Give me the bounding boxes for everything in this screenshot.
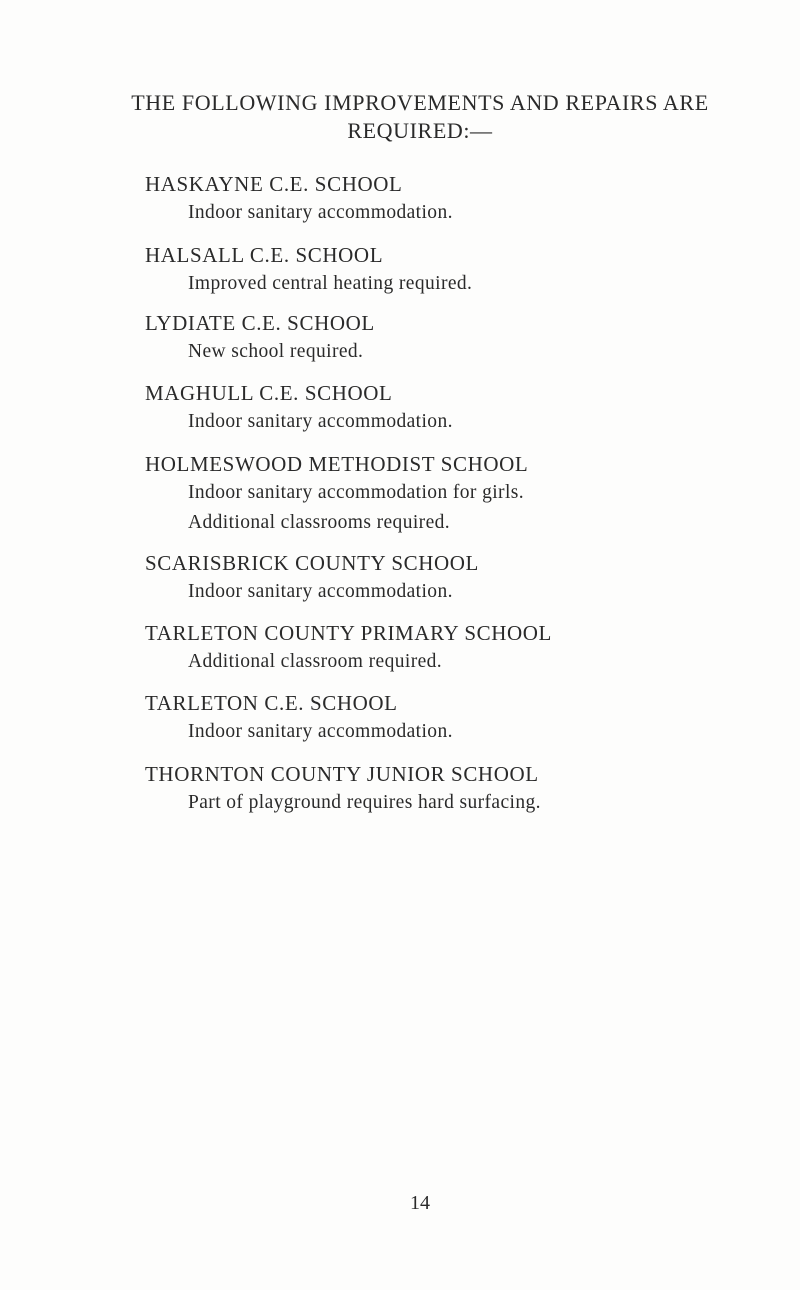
- requirement-note: Indoor sanitary accommodation.: [188, 202, 453, 223]
- entry-tarleton-ce: [145, 689, 765, 747]
- page-number: 14: [410, 1192, 430, 1214]
- requirement-note: Additional classroom required.: [188, 651, 443, 672]
- entry-maghull: [145, 379, 765, 437]
- school-name: LYDIATE C.E. SCHOOL: [145, 311, 375, 335]
- requirement-note: Indoor sanitary accommodation.: [188, 581, 453, 602]
- requirement-note: Indoor sanitary accommodation.: [188, 411, 453, 432]
- school-name: MAGHULL C.E. SCHOOL: [145, 381, 393, 405]
- heading-line-2: REQUIRED:—: [347, 118, 493, 143]
- school-name: HOLMESWOOD METHODIST SCHOOL: [145, 452, 529, 476]
- school-name: THORNTON COUNTY JUNIOR SCHOOL: [145, 762, 539, 786]
- school-name: TARLETON C.E. SCHOOL: [145, 691, 398, 715]
- entry-tarleton-county: [145, 619, 765, 677]
- entry-lydiate: [145, 309, 765, 367]
- entry-haskayne: [145, 170, 765, 228]
- school-name: SCARISBRICK COUNTY SCHOOL: [145, 551, 479, 575]
- entry-scarisbrick: [145, 549, 765, 607]
- requirement-note: Indoor sanitary accommodation for girls.: [188, 482, 525, 503]
- requirement-note: Improved central heating required.: [188, 273, 473, 294]
- school-name: HASKAYNE C.E. SCHOOL: [145, 172, 403, 196]
- heading-line-1: THE FOLLOWING IMPROVEMENTS AND REPAIRS ARE: [131, 90, 709, 115]
- school-name: TARLETON COUNTY PRIMARY SCHOOL: [145, 621, 552, 645]
- requirement-note: New school required.: [188, 341, 364, 362]
- entry-thornton: [145, 760, 765, 818]
- entry-halsall: [145, 241, 765, 299]
- requirement-note: Part of playground requires hard surfacing.: [188, 792, 541, 813]
- entry-holmeswood: [145, 450, 765, 538]
- requirement-note: Additional classrooms required.: [188, 512, 451, 533]
- requirement-note: Indoor sanitary accommodation.: [188, 721, 453, 742]
- school-name: HALSALL C.E. SCHOOL: [145, 243, 384, 267]
